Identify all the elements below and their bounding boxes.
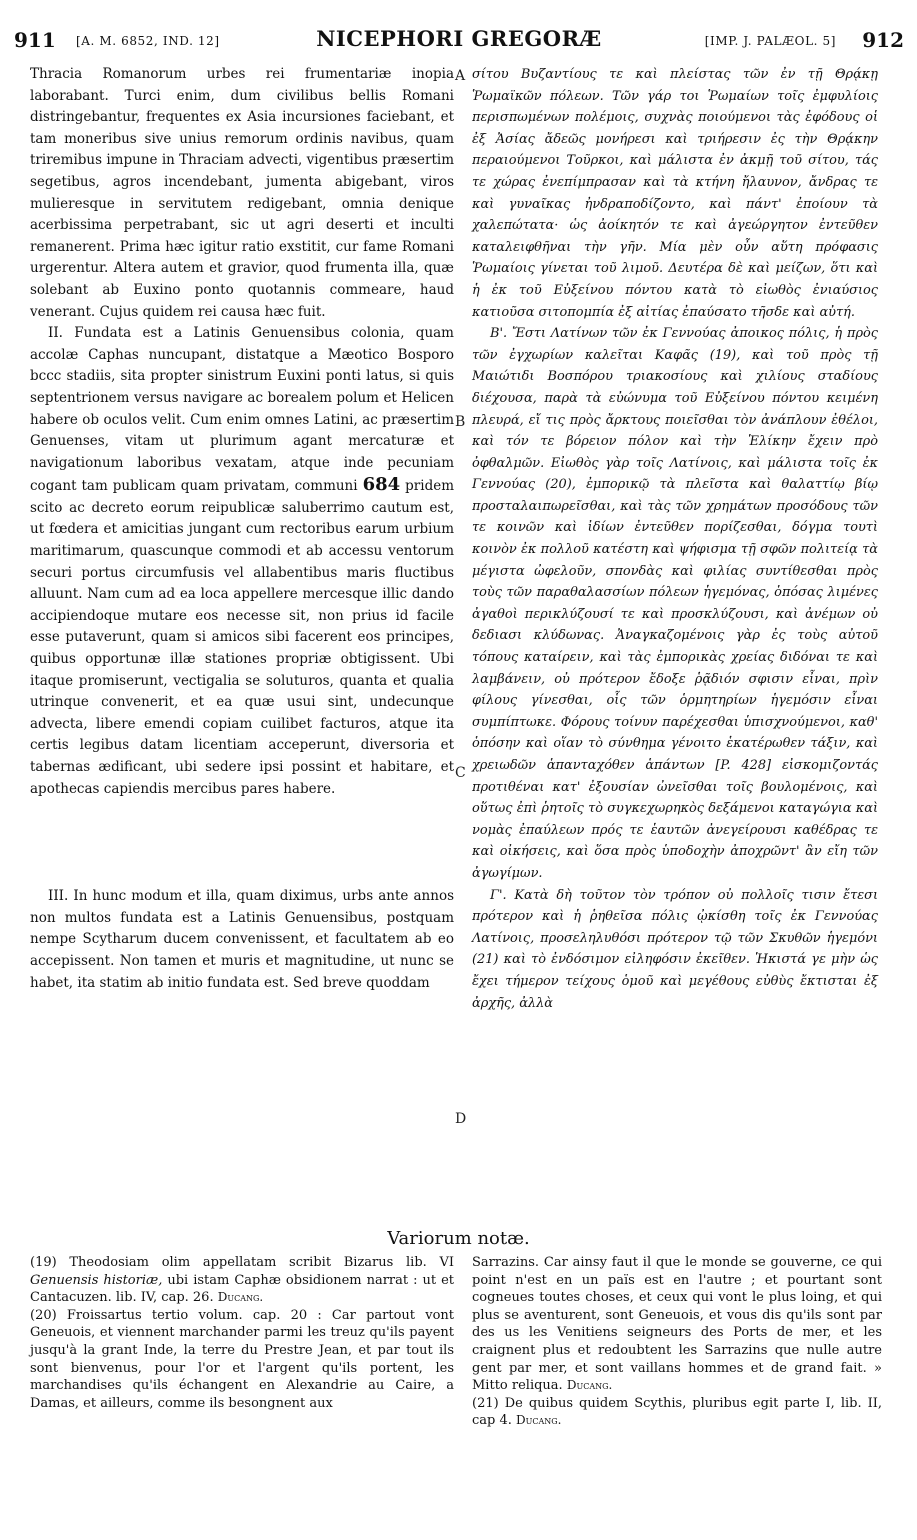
note-21-text: (21) De quibus quidem Scythis, pluribus egit parte I, lib. II, cap 4.: [472, 1395, 882, 1429]
note-19-text: (19) Theodosiam olim appellatam scribit Bizarus lib. VI: [30, 1255, 454, 1270]
note-21-signature: Ducang.: [516, 1413, 562, 1428]
latin-paragraph-2a: II. Fundata est a Latinis Genuensibus colonia, quam accolæ Caphas nuncupant, distatque a Mæotico Bosporo bccc stadiis, sita propter sinistrum Euxini ponti latus, si quis septentrionem versus navigare ac borealem polum et Helicen habere ob oculos velit. Cum enim omnes Latini, ac præsertim Genuenses, vitam ut plurimum agant mercaturæ et navigationum laboribus vexatam, atque inde pecuniam cogant tam publicam quam privatam, communi: [30, 325, 454, 495]
latin-column: [30, 64, 454, 994]
notes-heading: Variorum notæ.: [387, 1228, 530, 1249]
paragraph-gap: [30, 800, 454, 886]
greek-paragraph-2: Β'. Ἔστι Λατίνων τῶν ἐκ Γεννούας ἀποικος πόλις, ἡ πρὸς τῶν ἐγχωρίων καλεῖται Καφᾶς (19), καὶ τοῦ πρὸς τῇ Μαιώτιδι Βοσπόρου τριακοσίους καὶ χιλίους σταδίους διέχουσα, παρὰ τὰ εὐώνυμα τοῦ Εὐξείνου πόντου κειμένη πλευρά, εἴ τις πρὸς ἄρκτους ποιεῖσθαι τὸν ἀνάπλουν ἐθέλοι, καὶ τόν τε βόρειον πόλον καὶ τὴν Ἑλίκην ἔχειν πρὸ ὀφθαλμῶν. Εἰωθὸς γὰρ τοῖς Λατίνοις, καὶ μάλιστα τοῖς ἐκ Γεννούας (20), ἐμπορικῷ τὰ πλεῖστα καὶ θαλαττίῳ βίῳ προσταλαιπωρεῖσθαι, καὶ τὰς τῶν χρημάτων προσόδους τῶν τε κοινῶν καὶ ἰδίων ἐντεῦθεν πορίζεσθαι, δόγμα τουτὶ κοινὸν ἐκ πολλοῦ κατέστη καὶ ψήφισμα τῇ σφῶν πολιτείᾳ τὰ μέγιστα ὠφελοῦν, σπονδὰς καὶ φιλίας συντίθεσθαι πρὸς τοὺς τῶν παραθαλασσίων πόλεων ἡγεμόνας, ὁπόσας λιμένες ἀγαθοὶ περικλύζουσί τε καὶ προσκλύζουσι, καὶ ἀνέμων οὐ δεδιασι κλύδωνας. Ἀναγκαζομένοις γὰρ ἐς τοὺς αὐτοῦ τόπους καταίρειν, καὶ τὰς ἐμπορικὰς χρείας διδόναι τε καὶ λαμβάνειν, οὐ πρότερον ἔδοξε ῥᾷδιόν σφισιν εἶναι, πρὶν φίλους γίνεσθαι, οἷς τῶν ὁρμητηρίων ἡγεμόσιν εἶναι συμπίπτωκε. Φόρους τοίνυν παρέχεσθαι ὑπισχνούμενοι, καθ' ὁπόσην καὶ οἵαν τὸ σύνθημα γένοιτο ἑκατέρωθεν τάξιν, καὶ χρειωδῶν ἁπανταχόθεν ἁπάντων [P. 428] εἰσκομιζοντάς προτιθέναι κατ' ἐξουσίαν ὠνεῖσθαι τοῖς βουλομένοις, καὶ οὕτως ἐπὶ ῥητοῖς τὸ συγκεχωρηκὸς δεξάμενοι καταγώγια καὶ νομὰς ἐπαύλεων πρός τε ἑαυτῶν ἀνεγείρουσι καθέδρας τε καὶ οἰκήσεις, καὶ ὅσα πρὸς ὑποδοχὴν ἀποχρῶντ' ἂν εἴη τῶν ἀγωγίμων.: [472, 326, 878, 881]
note-20-signature: Ducang.: [566, 1378, 613, 1393]
note-20: (20) Froissartus tertio volum. cap. 20 : Car partout vont Geneuois, et viennent marchander parmi les treuz qu'ils payent jusqu'à la grant Inde, la terre du Prestre Jean, et par tout ils sont bienvenus, pour l'or et l'argent qu'ils portent, les marchandises qu'ils échangent en Alexandrie au Caire, a Damas, et ailleurs, comme ils besongnent aux: [30, 1307, 454, 1411]
margin-letter-b: B: [455, 414, 466, 430]
note-19: [30, 1254, 454, 1307]
latin-paragraph-1: Thracia Romanorum urbes rei frumentariæ inopia laborabant. Turci enim, dum civilibus bellis Romani distringebantur, frequentes ex Asia incursiones faciebant, et tam moneribus sive unius remorum ordinis navibus, quam triremibus impune in Thraciam advecti, vigentibus præsertim segetibus, agros incendebant, jumenta abigebant, viros mulieresque in servitutem redigebant, omnia denique acerbissima perpetrabant, sic ut agri deserti et inculti remanerent. Prima hæc igitur ratio exstitit, cur fame Romani urgerentur. Altera autem et gravior, quod frumenta illa, quæ solebant ab Euxino ponto quotannis commeare, haud venerant. Cujus quidem rei causa hæc fuit.: [30, 66, 454, 320]
running-title: NICEPHORI GREGORÆ: [316, 26, 602, 51]
note-19-text-b: ubi istam Caphæ obsidionem narrat : ut et Cantacuzen. lib. IV, cap. 26.: [30, 1272, 454, 1306]
page-marker: 684: [362, 474, 401, 496]
greek-paragraph-3: Γ'. Κατὰ δὴ τοῦτον τὸν τρόπον οὐ πολλοῖς τισιν ἔτεσι πρότερον καὶ ἡ ῥηθεῖσα πόλις ᾠκίσθη τοῖς ἐκ Γεννούας Λατίνοις, προσεληλυθόσι πρότερον τῷ τῶν Σκυθῶν ἡγεμόνι (21) καὶ τὸ ἐνδόσιμον εἰληφόσιν ἐκεῖθεν. Ἡκιστά γε μὴν ὡς ἔχει τήμερον τείχους ὁμοῦ καὶ μεγέθους εὐθὺς ἔκτισται ἐξ ἀρχῆς, ἀλλὰ: [472, 887, 878, 1011]
note-19-signature: Ducang.: [217, 1290, 264, 1305]
note-21: [472, 1395, 882, 1430]
margin-letter-a: A: [455, 68, 466, 84]
margin-letter-c: C: [455, 765, 466, 781]
page-number-right: 912: [862, 28, 904, 52]
page-number-left: 911: [14, 28, 56, 52]
latin-paragraph-3: III. In hunc modum et illa, quam diximus, urbs ante annos non multos fundata est a Latinis Genuensibus, postquam nempe Scytharum ducem convenissent, et facultatem ab eo accepissent. Non tamen et muris et magnitudine, ut nunc se habet, ita statim ab initio fundata est. Sed breve quoddam: [30, 888, 454, 991]
notes-left-column: [30, 1254, 454, 1412]
notes-right-column: [472, 1254, 882, 1430]
note-19-italic: Genuensis historiæ,: [30, 1272, 163, 1288]
latin-paragraph-2b: pridem scito ac decreto eorum reipublicæ saluberrimo cautum est, ut fœdera et amicitias jungant cum rectoribus earum urbium maritimarum, quascunque commodi et ab accessu ventorum securi portus circumfusis vel allabentibus maris fluctibus alluunt. Nam cum ad ea loca appellere mercesque illic dando accipiendoque mutare eos necesse sit, non prius id facile esse putaverunt, quam si amicos sibi facerent eos principes, quibus opportunæ illæ stationes propriæ obtigissent. Ubi itaque promiserunt, vectigalia se soluturos, quanta et qualia utrinque convenerit, et ea quæ usui sint, undecunque advecta, libere emendi copiam cuilibet facturos, atque ita certis legibus datam licentiam acceperunt, diversoria et tabernas ædificant, ubi sedere ipsi possint et habitare, et apothecas capiendis mercibus pares habere.: [30, 478, 455, 797]
page-header: [14, 22, 904, 62]
note-20-continued: [472, 1254, 882, 1395]
greek-paragraph-1: σίτου Βυζαντίους τε καὶ πλείστας τῶν ἐν τῇ Θρᾴκῃ Ῥωμαϊκῶν πόλεων. Τῶν γάρ τοι Ῥωμαίων τοῖς ἐμφυλίοις περισπωμένων πολέμοις, συχνὰς ποιούμενοι τὰς ἐφόδους οἱ ἐξ Ἀσίας ἄδεῶς μονήρεσι καὶ τριήρεσιν ἐς τὴν Θρᾴκην περαιούμενοι Τοῦρκοι, καὶ μάλιστα ἐν ἀκμῇ τοῦ σίτου, τάς τε χώρας ἐνεπίμπρασαν καὶ τὰ κτήνη ἤλαυνον, ἄνδρας τε καὶ γυναῖκας ἠνδραποδίζοντο, καὶ πάντ' ἐποίουν τὰ χαλεπώτατα· ὡς ἀοίκητόν τε καὶ ἀγεώργητον ἐντεῦθεν καταλειφθῆναι τὴν γῆν. Μία μὲν οὖν αὕτη πρόφασις Ῥωμαίοις γίνεται τοῦ λιμοῦ. Δευτέρα δὲ καὶ μείζων, ὅτι καὶ ἡ ἐκ τοῦ Εὐξείνου πόντου κατὰ τὸ εἰωθὸς ἐνιαύσιος κατιοῦσα σιτοπομπία ἐξ αἰτίας ἐπαύσατο τῆσδε καὶ αὐτή.: [472, 67, 878, 320]
greek-column: [472, 64, 878, 1014]
chronology-left: [A. M. 6852, IND. 12]: [76, 34, 220, 48]
note-20-continued-text: Sarrazins. Car ainsy faut il que le monde se gouverne, ce qui point n'est en un païs est en l'autre ; et pourtant sont cogneues toutes choses, et ceux qui vont le plus loing, et qui plus se aventurent, sont Geneuois, et vous dis qu'ils sont par des us les Venitiens seigneurs des Ports de mer, et les craignent plus et redoubtent les Sarrazins que nulle autre gent par mer, et sont vaillans hommes et de grand fait. » Mitto reliqua.: [472, 1255, 882, 1394]
margin-letter-d: D: [455, 1111, 467, 1127]
chronology-right: [IMP. J. PALÆOL. 5]: [704, 34, 836, 48]
latin-paragraph-2: [30, 323, 454, 800]
